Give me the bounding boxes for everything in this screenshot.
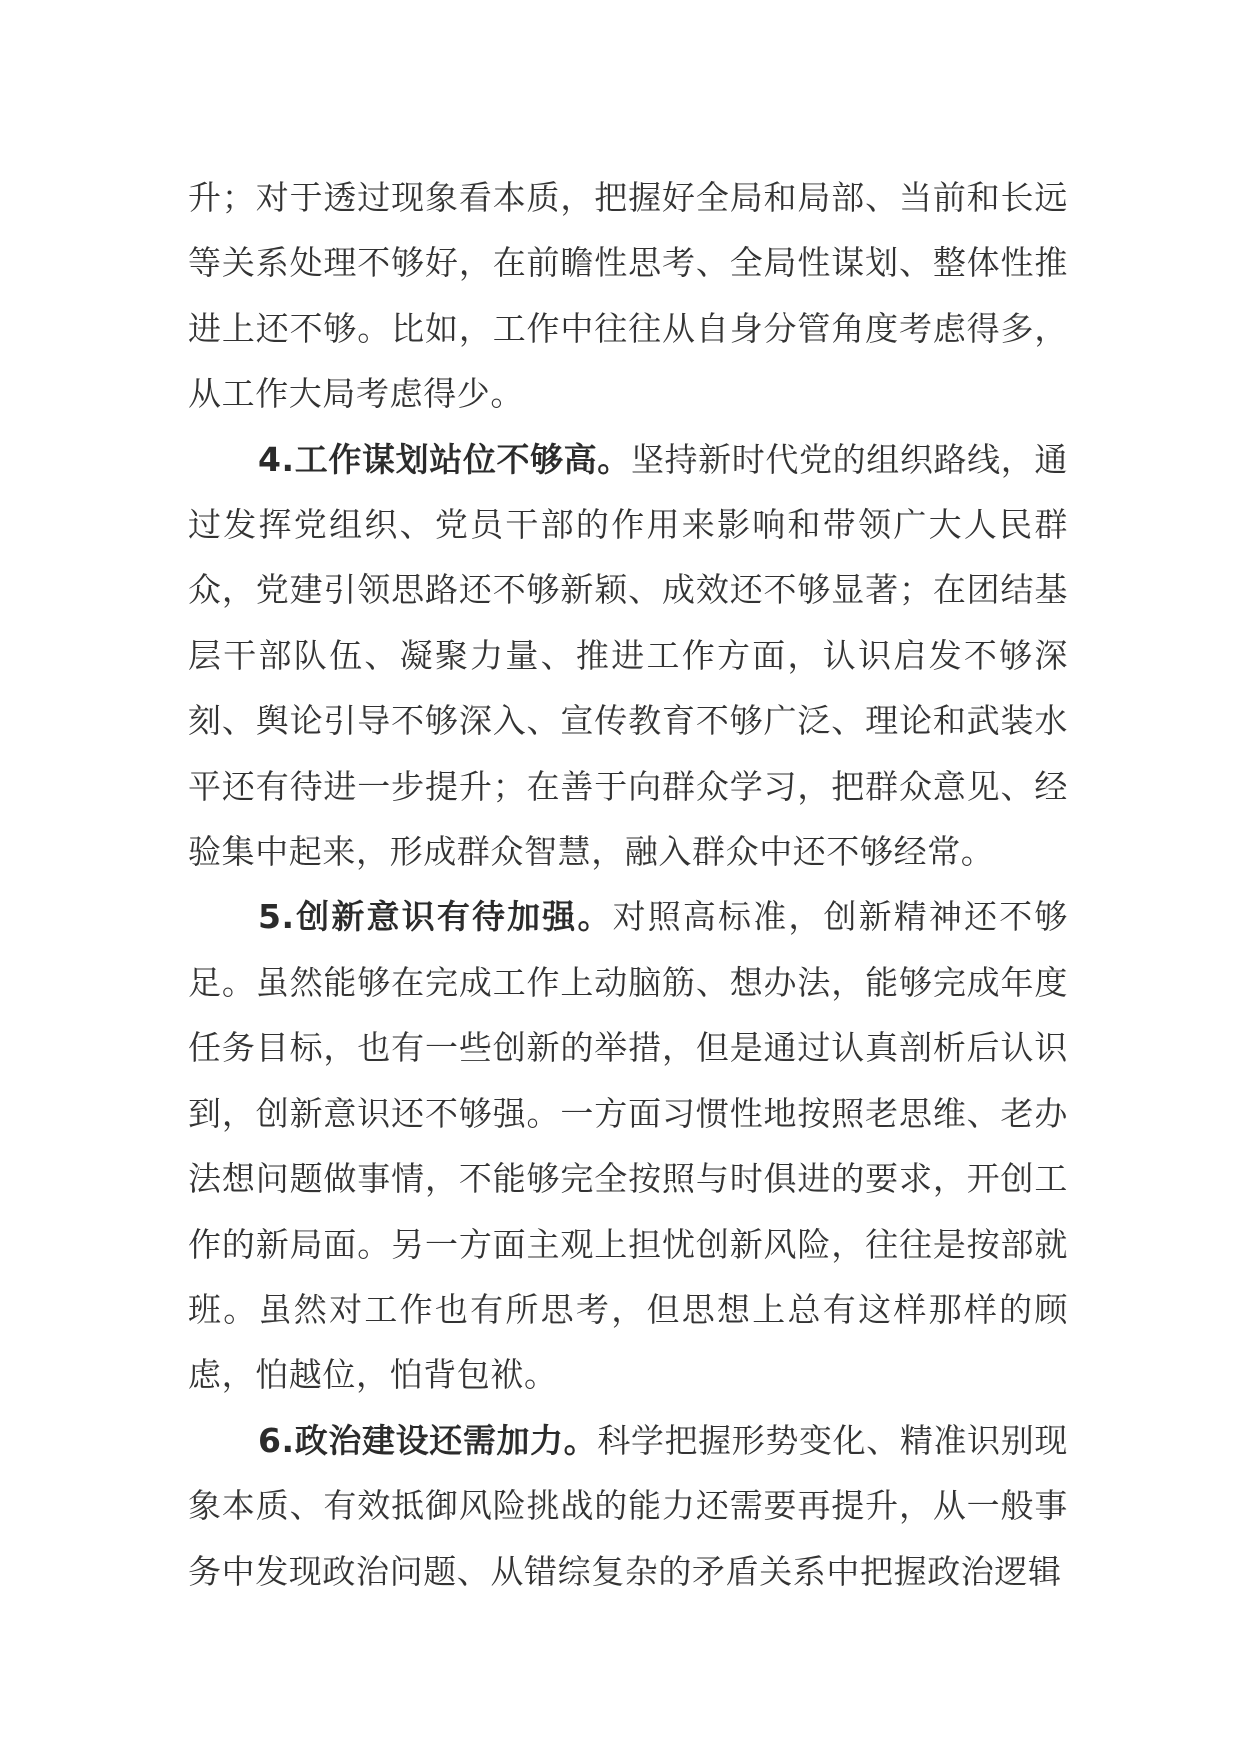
paragraph-text: 升；对于透过现象看本质，把握好全局和局部、当前和长远等关系处理不够好，在前瞻性思考、全局性谋划、整体性推进上还不够。比如，工作中往往从自身分管角度考虑得多，从工作大局考虑得少。 [188, 178, 1068, 414]
paragraph-text: 科学把握形势变化、精准识别现象本质、有效抵御风险挑战的能力还需要再提升，从一般事务中发现政治问题、从错综复杂的矛盾关系中把握政治逻辑 [188, 1420, 1068, 1591]
paragraph-continuation [188, 165, 1068, 427]
paragraph-item-6 [188, 1408, 1068, 1604]
paragraph-heading: 6.政治建设还需加力。 [258, 1420, 598, 1460]
paragraph-item-4 [188, 427, 1068, 885]
paragraph-heading: 4.工作谋划站位不够高。 [258, 439, 631, 479]
paragraph-item-5 [188, 884, 1068, 1407]
paragraph-heading: 5.创新意识有待加强。 [258, 897, 613, 937]
paragraph-text: 坚持新时代党的组织路线，通过发挥党组织、党员干部的作用来影响和带领广大人民群众，党建引领思路还不够新颖、成效还不够显著；在团结基层干部队伍、凝聚力量、推进工作方面，认识启发不够深刻、舆论引导不够深入、宣传教育不够广泛、理论和武装水平还有待进一步提升；在善于向群众学习，把群众意见、经验集中起来，形成群众智慧，融入群众中还不够经常。 [188, 439, 1068, 872]
document-body [188, 165, 1068, 1604]
paragraph-text: 对照高标准，创新精神还不够足。虽然能够在完成工作上动脑筋、想办法，能够完成年度任务目标，也有一些创新的举措，但是通过认真剖析后认识到，创新意识还不够强。一方面习惯性地按照老思维、老办法想问题做事情，不能够完全按照与时俱进的要求，开创工作的新局面。另一方面主观上担忧创新风险，往往是按部就班。虽然对工作也有所思考，但思想上总有这样那样的顾虑，怕越位，怕背包袱。 [188, 897, 1068, 1395]
